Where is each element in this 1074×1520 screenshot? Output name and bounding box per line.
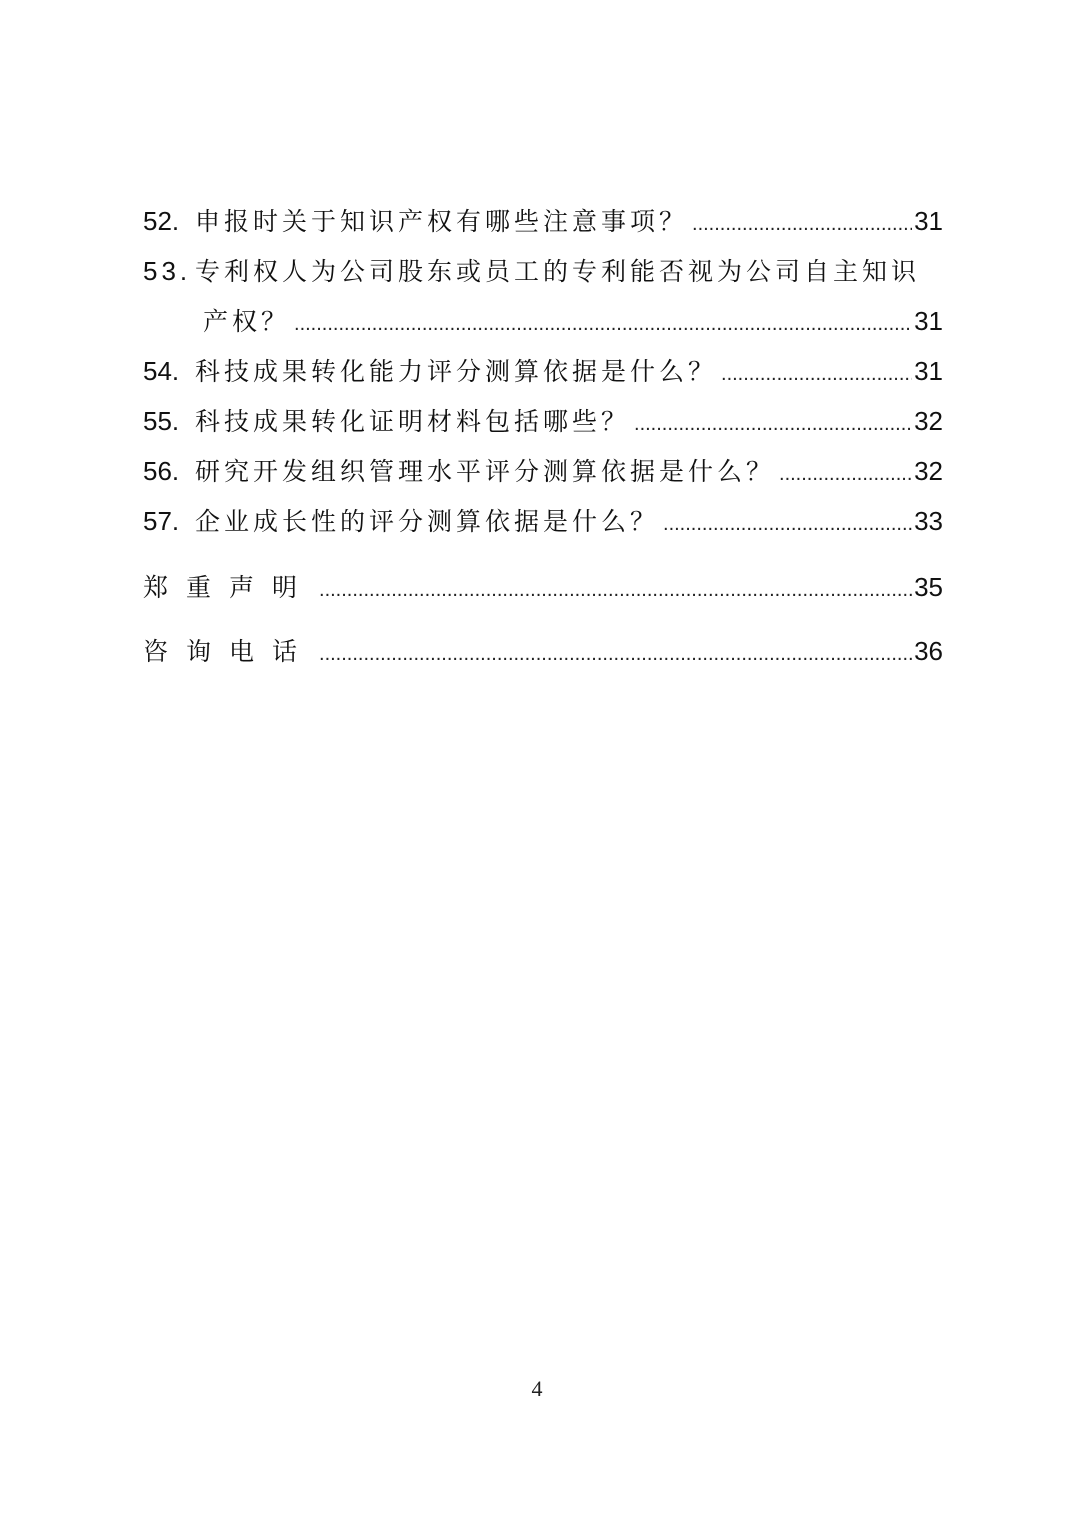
toc-dot-leader xyxy=(294,299,912,349)
toc-entry-page: 36 xyxy=(914,636,943,666)
toc-entry-number: 53. xyxy=(143,256,192,286)
toc-entry-57[interactable] xyxy=(143,496,943,546)
toc-entry-page: 33 xyxy=(914,506,943,536)
toc-entry-56[interactable] xyxy=(143,446,943,496)
toc-entry-page: 31 xyxy=(914,206,943,236)
toc-entry-title: 科技成果转化能力评分测算依据是什么？ xyxy=(195,357,718,386)
toc-dot-leader xyxy=(779,449,912,499)
toc-entry-page: 31 xyxy=(914,306,943,336)
toc-entry-number: 56. xyxy=(143,456,180,486)
toc-entry-number: 55. xyxy=(143,406,180,436)
toc-entry-54[interactable] xyxy=(143,346,943,396)
toc-entry-title: 咨询电话 xyxy=(143,637,316,666)
toc-entry-title: 郑重声明 xyxy=(143,573,316,602)
toc-dot-leader xyxy=(721,349,912,399)
toc-entry-title: 申报时关于知识产权有哪些注意事项？ xyxy=(195,207,689,236)
toc-entry-title: 科技成果转化证明材料包括哪些？ xyxy=(195,407,631,436)
toc-entry-contact-phone[interactable] xyxy=(143,626,943,676)
toc-entry-55[interactable] xyxy=(143,396,943,446)
toc-entry-title: 专利权人为公司股东或员工的专利能否视为公司自主知识 xyxy=(195,257,921,286)
toc-entry-page: 35 xyxy=(914,572,943,602)
toc-dot-leader xyxy=(319,565,912,615)
toc-entry-number: 54. xyxy=(143,356,180,386)
toc-entry-title: 研究开发组织管理水平评分测算依据是什么？ xyxy=(195,457,776,486)
toc-entry-number: 57. xyxy=(143,506,180,536)
toc-dot-leader xyxy=(319,629,912,679)
toc-entry-title: 企业成长性的评分测算依据是什么？ xyxy=(195,507,660,536)
toc-entry-title-continuation: 产权？ xyxy=(203,307,291,336)
toc-dot-leader xyxy=(663,499,912,549)
toc-entry-page: 32 xyxy=(914,406,943,436)
toc-entry-page: 31 xyxy=(914,356,943,386)
toc-entry-page: 32 xyxy=(914,456,943,486)
toc-dot-leader xyxy=(634,399,912,449)
toc-dot-leader xyxy=(692,199,912,249)
page-number: 4 xyxy=(531,1376,543,1401)
toc-entry-53-continuation[interactable] xyxy=(143,296,943,346)
toc-entry-disclaimer[interactable] xyxy=(143,562,943,612)
table-of-contents xyxy=(143,196,943,676)
toc-entry-52[interactable] xyxy=(143,196,943,246)
toc-entry-53[interactable] xyxy=(143,246,943,296)
toc-entry-number: 52. xyxy=(143,206,180,236)
